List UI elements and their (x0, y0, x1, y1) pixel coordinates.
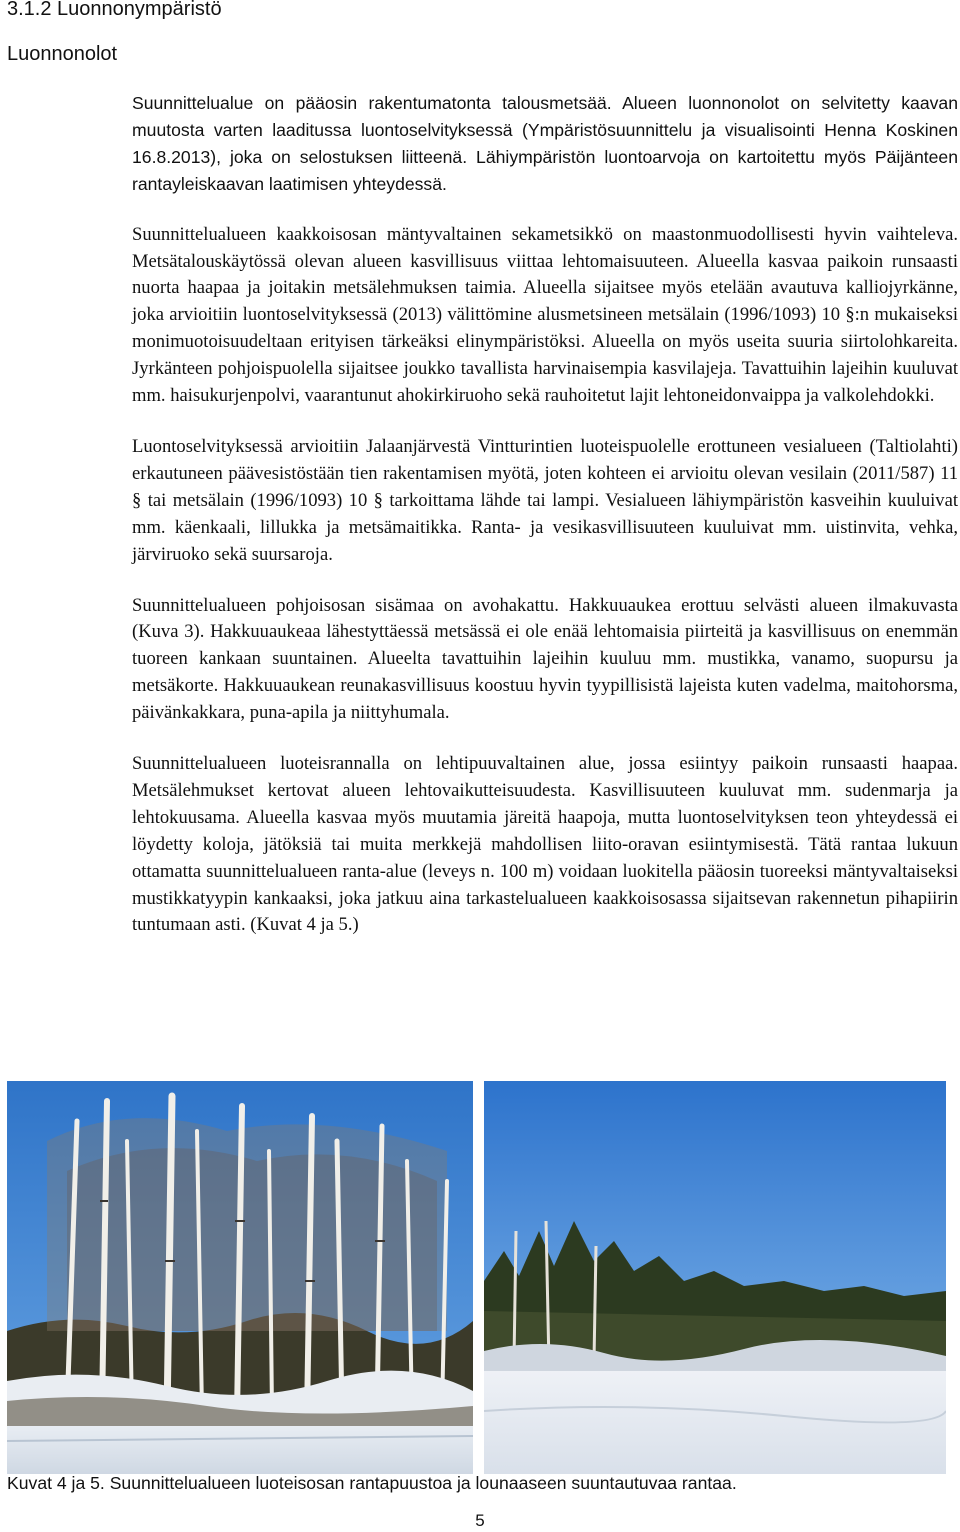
photo-frozen-bay (484, 1081, 946, 1474)
paragraph-4: Suunnittelualueen pohjoisosan sisämaa on avohakattu. Hakkuuaukea erottuu selvästi alueen ilmakuvasta (Kuva 3). Hakkuuaukeaa lähestyttäessä metsässä ei ole enää lehtomaisia piirteitä ja kasvillisuus on enemmän tuoreen kankaan suuntainen. Alueelta tavattuihin lajeihin kuuluu mm. mustikka, vanamo, suopursu ja metsäkorte. Hakkuuaukean reunakasvillisuus koostuu hyvin tyypillisistä lajeista kuten vadelma, maitohorsma, päivänkakkara, puna-apila ja niittyhumala. (132, 594, 958, 724)
figure-caption: Kuvat 4 ja 5. Suunnittelualueen luoteisosan rantapuustoa ja lounaaseen suuntautuvaa rantaa. (7, 1473, 737, 1493)
paragraph-1: Suunnittelualue on pääosin rakentumatonta talousmetsää. Alueen luonnonolot on selvitetty kaavan muutosta varten laaditussa luontoselvityksessä (Ympäristösuunnittelu ja visualisointi Henna Koskinen 16.8.2013), joka on selostuksen liitteenä. Lähiympäristön luontoarvoja on kartoitettu myös Päijänteen rantayleiskaavan laatimisen yhteydessä. (132, 93, 958, 194)
paragraph-3: Luontoselvityksessä arvioitiin Jalaanjärvestä Vintturintien luoteispuolelle erottuneen vesialueen (Taltiolahti) erkautuneen päävesistöstään tien rakentamisen myötä, joten kohteen ei arvioitu olevan vesilain (2011/587) 11 § tai metsälain (1996/1093) 10 § tarkoittama lähde tai lampi. Vesialueen lähiympäristön kasveihin kuuluivat mm. käenkaali, lillukka ja metsämaitikka. Ranta- ja vesikasvillisuuteen kuuluivat mm. uistinvita, vehka, järviruoko sekä suursaroja. (132, 435, 958, 565)
body-text (132, 90, 958, 963)
subheading: Luonnonolot (7, 43, 118, 65)
page-number: 5 (475, 1511, 485, 1530)
paragraph-2: Suunnittelualueen kaakkoisosan mäntyvaltainen sekametsikkö on maastonmuodollisesti hyvin vaihteleva. Metsätalouskäytössä olevan alueen kasvillisuus viittaa lehtomaisuuteen. Alueella kasvaa paikoin runsaasti nuorta haapaa ja joitakin metsälehmuksen taimia. Alueella sijaitsee myös etelään avautuva kalliojyrkänne, joka arvioitiin luontoselvityksessä (2013) välittömine alusmetsineen metsälain (1996/1093) 10 §:n mukaiseksi monimuotoisuudeltaan erityisen tärkeäksi elinympäristöksi. Alueella on myös useita suuria siirtolohkareita. Jyrkänteen pohjoispuolella sijaitsee joukko tavallista harvinaisempia kasvilajeja. Tavattuihin lajeihin kuuluvat mm. haisukurjenpolvi, vaarantunut ahokirkiruoho sekä rauhoitetut lajit lehtoneidonvaippa ja valkolehdokki. (132, 223, 958, 407)
section-heading: 3.1.2 Luonnonympäristö (7, 0, 222, 20)
paragraph-5: Suunnittelualueen luoteisrannalla on lehtipuuvaltainen alue, jossa esiintyy paikoin runsaasti haapaa. Metsälehmukset kertovat alueen lehtovaikutteisuudesta. Kasvillisuuteen kuuluvat mm. sudenmarja ja lehtokuusama. Alueella kasvaa myös muutamia järeitä haapoja, mutta luontoselvityksen teon yhteydessä ei löydetty koloja, jätöksiä tai muita merkkejä mahdollisen liito-oravan esiintymisestä. Tätä rantaa lukuun ottamatta suunnittelualueen ranta-alue (leveys n. 100 m) voidaan luokitella pääosin tuoreeksi mäntyvaltaiseksi mustikkatyypin kankaaksi, joka jatkuu aina tarkastelualueen kaakkoisosassa sijaitsevan rakennetun pihapiirin tuntumaan asti. (Kuvat 4 ja 5.) (132, 753, 958, 936)
photo-birch-shore (7, 1081, 473, 1474)
photo-frozen-bay-image (484, 1081, 946, 1474)
photo-birch-shore-image (7, 1081, 473, 1474)
